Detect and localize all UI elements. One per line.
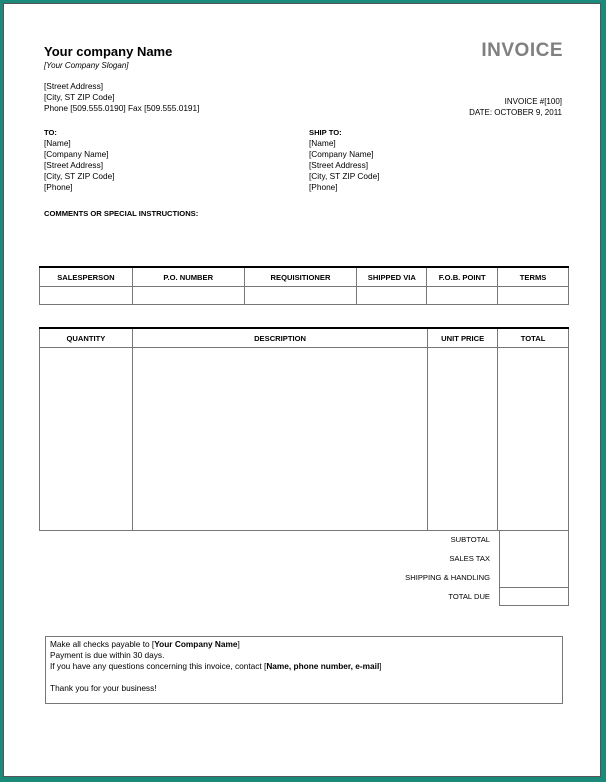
unit-price-column[interactable] [428, 348, 498, 531]
header-salesperson: SALESPERSON [40, 267, 133, 287]
quantity-column[interactable] [40, 348, 133, 531]
header-total: TOTAL [498, 328, 569, 348]
description-column[interactable] [132, 348, 427, 531]
header-quantity: QUANTITY [40, 328, 133, 348]
payment-notes-box [45, 636, 563, 704]
header-po-number: P.O. NUMBER [132, 267, 244, 287]
contact-line [50, 661, 558, 672]
ship-to-company: [Company Name] [309, 149, 374, 159]
ship-to-block [309, 127, 380, 193]
bill-to-street: [Street Address] [44, 160, 104, 170]
bill-to-block [44, 127, 115, 193]
payable-to-prefix: Make all checks payable to [ [50, 639, 155, 649]
shipped-via-cell[interactable] [357, 287, 427, 305]
bill-to-heading: TO: [44, 128, 57, 137]
po-number-cell[interactable] [132, 287, 244, 305]
thank-you-line: Thank you for your business! [50, 683, 157, 693]
header-shipped-via: SHIPPED VIA [357, 267, 427, 287]
company-address [44, 81, 199, 114]
payable-to-company: Your Company Name [154, 639, 238, 649]
notes-spacer [50, 672, 558, 683]
comments-label: COMMENTS OR SPECIAL INSTRUCTIONS: [44, 209, 199, 218]
company-name: Your company Name [44, 44, 173, 59]
header-description: DESCRIPTION [132, 328, 427, 348]
total-due-label: TOTAL DUE [448, 592, 490, 601]
sales-value-row [40, 287, 569, 305]
invoice-meta [469, 96, 562, 118]
sales-tax-label: SALES TAX [449, 554, 490, 563]
ship-to-phone: [Phone] [309, 182, 338, 192]
payable-to-line [50, 639, 558, 650]
terms-cell[interactable] [498, 287, 569, 305]
salesperson-cell[interactable] [40, 287, 133, 305]
header-terms: TERMS [498, 267, 569, 287]
contact-details: Name, phone number, e-mail [266, 661, 380, 671]
subtotal-label: SUBTOTAL [450, 535, 490, 544]
bill-to-city: [City, ST ZIP Code] [44, 171, 115, 181]
company-slogan: [Your Company Slogan] [44, 61, 129, 70]
header-requisitioner: REQUISITIONER [244, 267, 357, 287]
ship-to-heading: SHIP TO: [309, 128, 342, 137]
ship-to-street: [Street Address] [309, 160, 369, 170]
company-city: [City, ST ZIP Code] [44, 92, 115, 102]
payment-due-line: Payment is due within 30 days. [50, 650, 165, 660]
invoice-page [3, 3, 601, 777]
shipping-label: SHIPPING & HANDLING [405, 573, 490, 582]
header-unit-price: UNIT PRICE [428, 328, 498, 348]
shipping-value-cell[interactable] [499, 568, 569, 587]
total-due-value-cell[interactable] [499, 587, 569, 606]
bill-to-name: [Name] [44, 138, 71, 148]
items-header-row [40, 328, 569, 348]
bill-to-phone: [Phone] [44, 182, 73, 192]
fob-point-cell[interactable] [427, 287, 498, 305]
bill-to-company: [Company Name] [44, 149, 109, 159]
sales-tax-value-cell[interactable] [499, 549, 569, 568]
payable-to-suffix: ] [237, 639, 240, 649]
sales-info-table [39, 266, 569, 305]
ship-to-name: [Name] [309, 138, 336, 148]
subtotal-value-cell[interactable] [499, 530, 569, 549]
invoice-date: DATE: OCTOBER 9, 2011 [469, 108, 562, 117]
items-body-row [40, 348, 569, 531]
line-items-table [39, 327, 569, 531]
company-phone-fax: Phone [509.555.0190] Fax [509.555.0191] [44, 103, 200, 113]
ship-to-city: [City, ST ZIP Code] [309, 171, 380, 181]
invoice-title: INVOICE [481, 40, 563, 61]
invoice-number: INVOICE #[100] [504, 97, 562, 106]
total-column[interactable] [498, 348, 569, 531]
requisitioner-cell[interactable] [244, 287, 357, 305]
sales-header-row [40, 267, 569, 287]
company-street: [Street Address] [44, 81, 104, 91]
header-fob-point: F.O.B. POINT [427, 267, 498, 287]
contact-prefix: If you have any questions concerning this invoice, contact [ [50, 661, 267, 671]
contact-suffix: ] [379, 661, 382, 671]
